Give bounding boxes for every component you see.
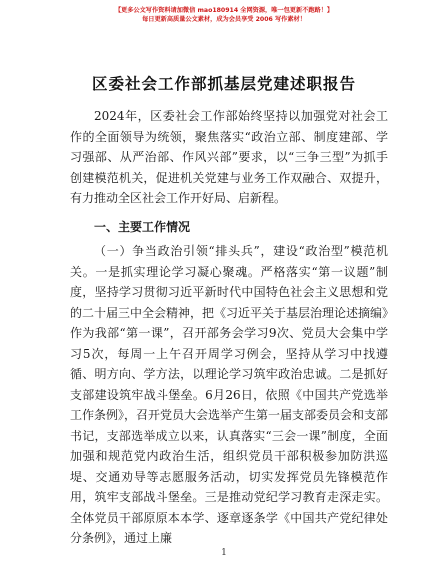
document-body bbox=[70, 106, 388, 549]
document-title: 区委社会工作部抓基层党建述职报告 bbox=[91, 75, 356, 93]
promo-banner bbox=[40, 6, 408, 24]
promo-banner-line-1: 【更多公文写作资料请加微信 mao180914 全网资源，唯一包更新不跑路！】 bbox=[114, 7, 334, 14]
promo-banner-line-2: 每日更新高质量公文素材，成为会员享受 2006 写作素材！ bbox=[142, 16, 306, 23]
body-paragraph: （一）争当政治引领“排头兵”，建设“政治型”模范机关。一是抓实理论学习凝心聚魂。严格落实“第一议题”制度，坚持学习贯彻习近平新时代中国特色社会主义思想和党的二十届三中全会精神，把《习近平关于基层治理论述摘编》作为我部“第一课”，召开部务会学习9次、党员大会集中学习5次，每周一上午召开周学习例会，坚持从学习中找遵循、明方向、学方法，以理论学习筑牢政治忠诚。二是抓好支部建设筑牢战斗堡垒。6月26日，依照《中国共产党选举工作条例》，召开党员大会选举产生第一届支部委员会和支部书记，支部选举成立以来，认真落实“三会一课”制度，全面加强和规范党内政治生活，组织党员干部积极参加防洪巡堤、交通劝导等志愿服务活动，切实发挥党员先锋模范作用，筑牢支部战斗堡垒。三是推动党纪学习教育走深走实。全体党员干部原原本本学、逐章逐条学《中国共产党纪律处分条例》，通过上廉 bbox=[70, 244, 389, 545]
section-heading: 一、主要工作情况 bbox=[94, 219, 191, 234]
page-number: 1 bbox=[221, 548, 227, 558]
intro-paragraph: 2024年，区委社会工作部始终坚持以加强党对社会工作的全面领导为统领，聚焦落实“政治立部、制度建部、学习强部、从严治部、作风兴部”要求，以“三争三型”为抓手创建模范机关，促进机关党建与业务工作双融合、双提升，有力推动全区社会工作开好局、启新程。 bbox=[70, 109, 388, 205]
